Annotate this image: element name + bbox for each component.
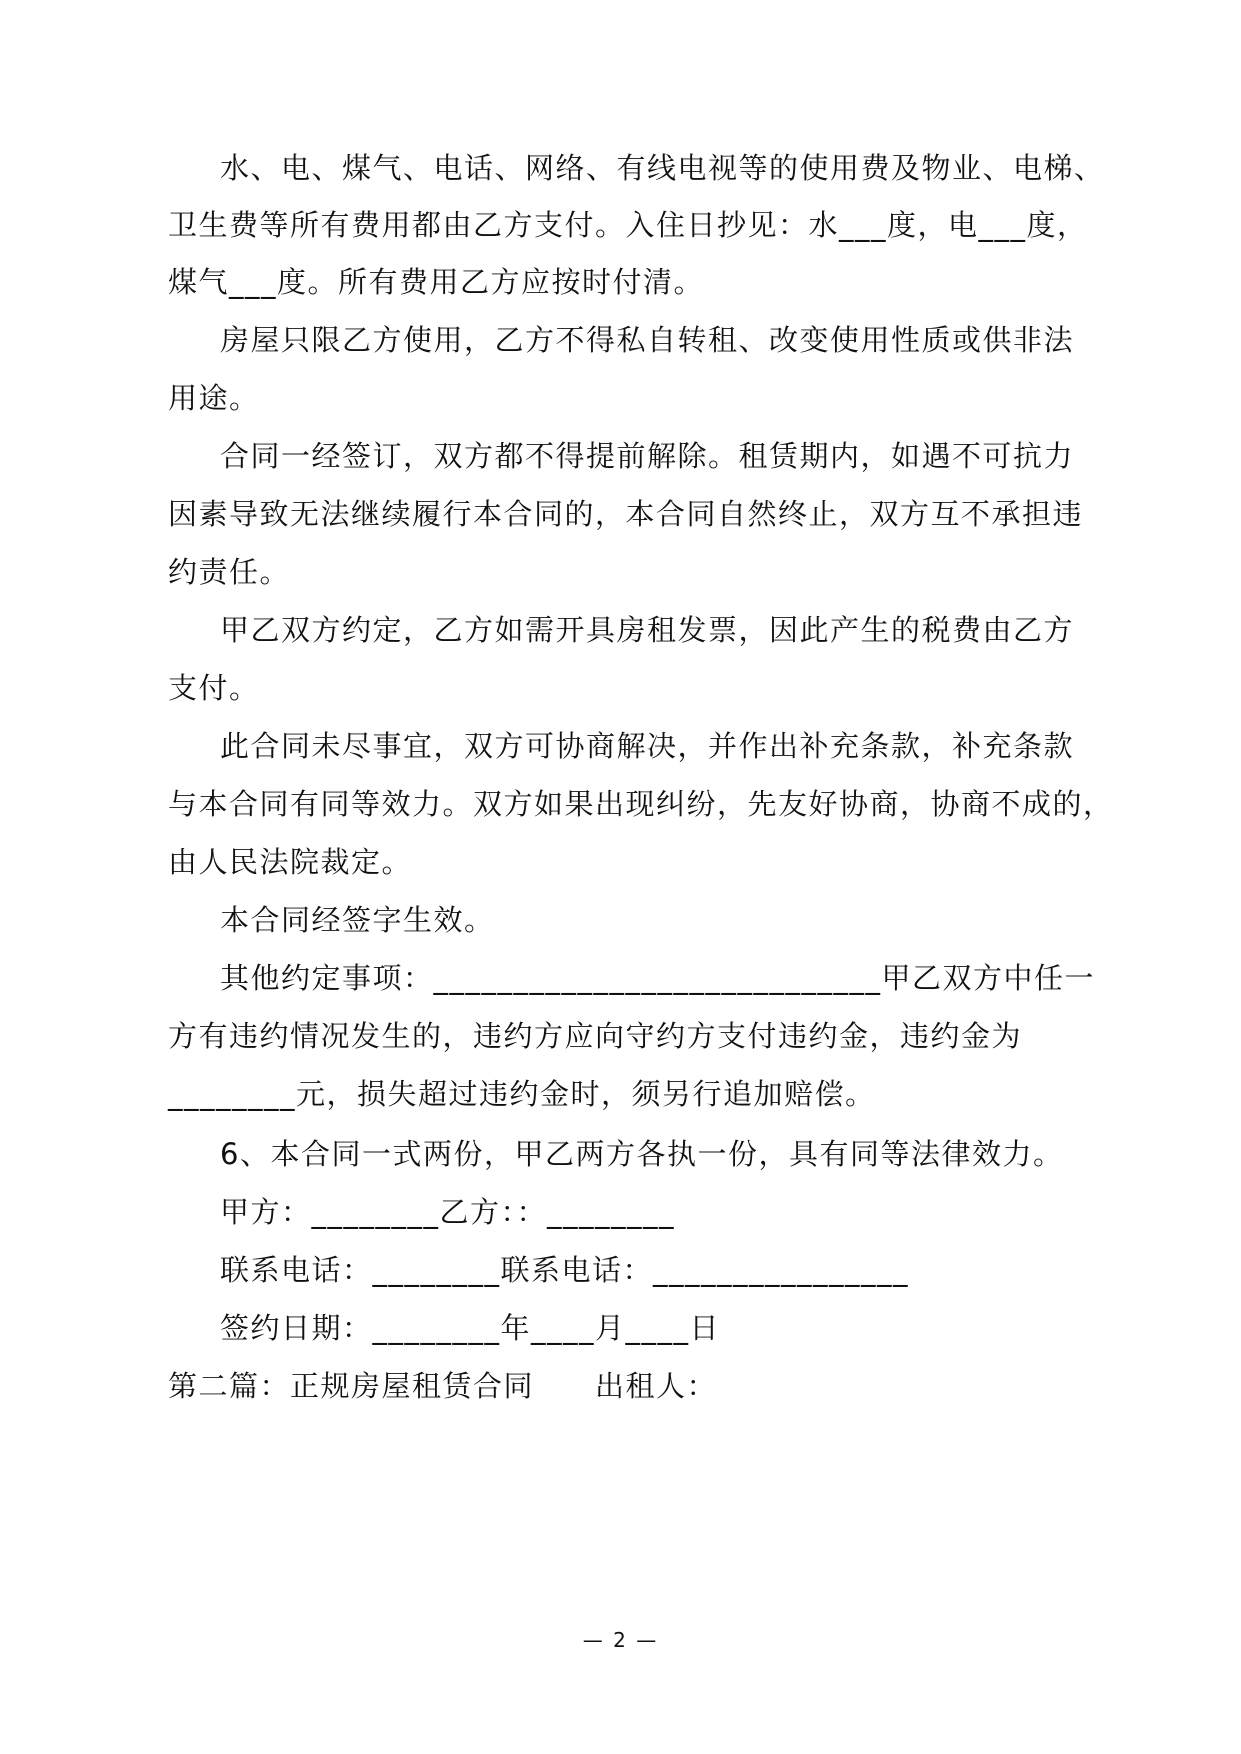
text-segment: 度，电 xyxy=(887,208,979,242)
fill-in-blank[interactable]: ___ xyxy=(229,265,278,299)
text-line: 支付。 xyxy=(168,671,260,705)
text-line xyxy=(220,1192,675,1232)
text-line: 约责任。 xyxy=(168,555,291,589)
text-segment: 其他约定事项： xyxy=(220,961,434,995)
text-segment: 元，损失超过违约金时，须另行追加赔偿。 xyxy=(296,1077,876,1111)
fill-in-blank[interactable]: ________ xyxy=(168,1077,296,1111)
fill-in-blank[interactable]: ________________ xyxy=(653,1253,910,1287)
page-number: — 2 — xyxy=(582,1628,659,1652)
text-line: 与本合同有同等效力。双方如果出现纠纷，先友好协商，协商不成的， xyxy=(168,787,1114,821)
text-segment: 乙方：： xyxy=(439,1195,548,1229)
fill-in-blank[interactable]: ____________________________ xyxy=(433,961,882,995)
text-segment: 签约日期： xyxy=(220,1311,373,1345)
fill-in-blank[interactable]: ___ xyxy=(978,208,1027,242)
text-segment: 度， xyxy=(1026,208,1088,242)
text-segment: 日 xyxy=(689,1311,721,1345)
text-line xyxy=(220,958,1095,998)
text-segment: 甲乙双方中任一 xyxy=(881,961,1096,995)
text-line: 6、本合同一式两份，甲乙两方各执一份，具有同等法律效力。 xyxy=(220,1137,1064,1171)
text-line xyxy=(220,1250,909,1290)
fill-in-blank[interactable]: ________ xyxy=(311,1195,440,1229)
text-line: 用途。 xyxy=(168,381,260,415)
text-line: 此合同未尽事宜，双方可协商解决，并作出补充条款，补充条款 xyxy=(220,729,1075,763)
text-line xyxy=(168,262,704,302)
text-line: 房屋只限乙方使用，乙方不得私自转租、改变使用性质或供非法 xyxy=(220,323,1075,357)
text-line: 本合同经签字生效。 xyxy=(220,903,495,937)
fill-in-blank[interactable]: ___ xyxy=(839,208,888,242)
text-segment: 卫生费等所有费用都由乙方支付。入住日抄见：水 xyxy=(168,208,840,242)
fill-in-blank[interactable]: ________ xyxy=(372,1311,501,1345)
text-segment: 度。所有费用乙方应按时付清。 xyxy=(277,265,705,299)
text-line: 因素导致无法继续履行本合同的，本合同自然终止，双方互不承担违 xyxy=(168,497,1084,531)
fill-in-blank[interactable]: ________ xyxy=(547,1195,676,1229)
text-line xyxy=(168,205,1088,245)
text-line: 方有违约情况发生的，违约方应向守约方支付违约金，违约金为 xyxy=(168,1019,1023,1053)
text-line: 合同一经签订，双方都不得提前解除。租赁期内，如遇不可抗力 xyxy=(220,439,1075,473)
text-line xyxy=(168,1074,876,1114)
text-line: 甲乙双方约定，乙方如需开具房租发票，因此产生的税费由乙方 xyxy=(220,613,1075,647)
text-segment: 联系电话： xyxy=(500,1253,654,1287)
text-line: 水、电、煤气、电话、网络、有线电视等的使用费及物业、电梯、 xyxy=(220,151,1105,185)
text-line: 由人民法院裁定。 xyxy=(168,845,413,879)
text-segment: 联系电话： xyxy=(220,1253,373,1287)
text-segment: 甲方： xyxy=(220,1195,312,1229)
text-segment: 月 xyxy=(595,1311,626,1345)
text-segment: 年 xyxy=(500,1311,532,1345)
fill-in-blank[interactable]: ____ xyxy=(625,1311,690,1345)
text-segment: 煤气 xyxy=(168,265,230,299)
text-line xyxy=(220,1308,720,1348)
fill-in-blank[interactable]: ________ xyxy=(372,1253,501,1287)
text-line: 第二篇：正规房屋租赁合同 出租人： xyxy=(168,1369,718,1403)
fill-in-blank[interactable]: ____ xyxy=(531,1311,596,1345)
